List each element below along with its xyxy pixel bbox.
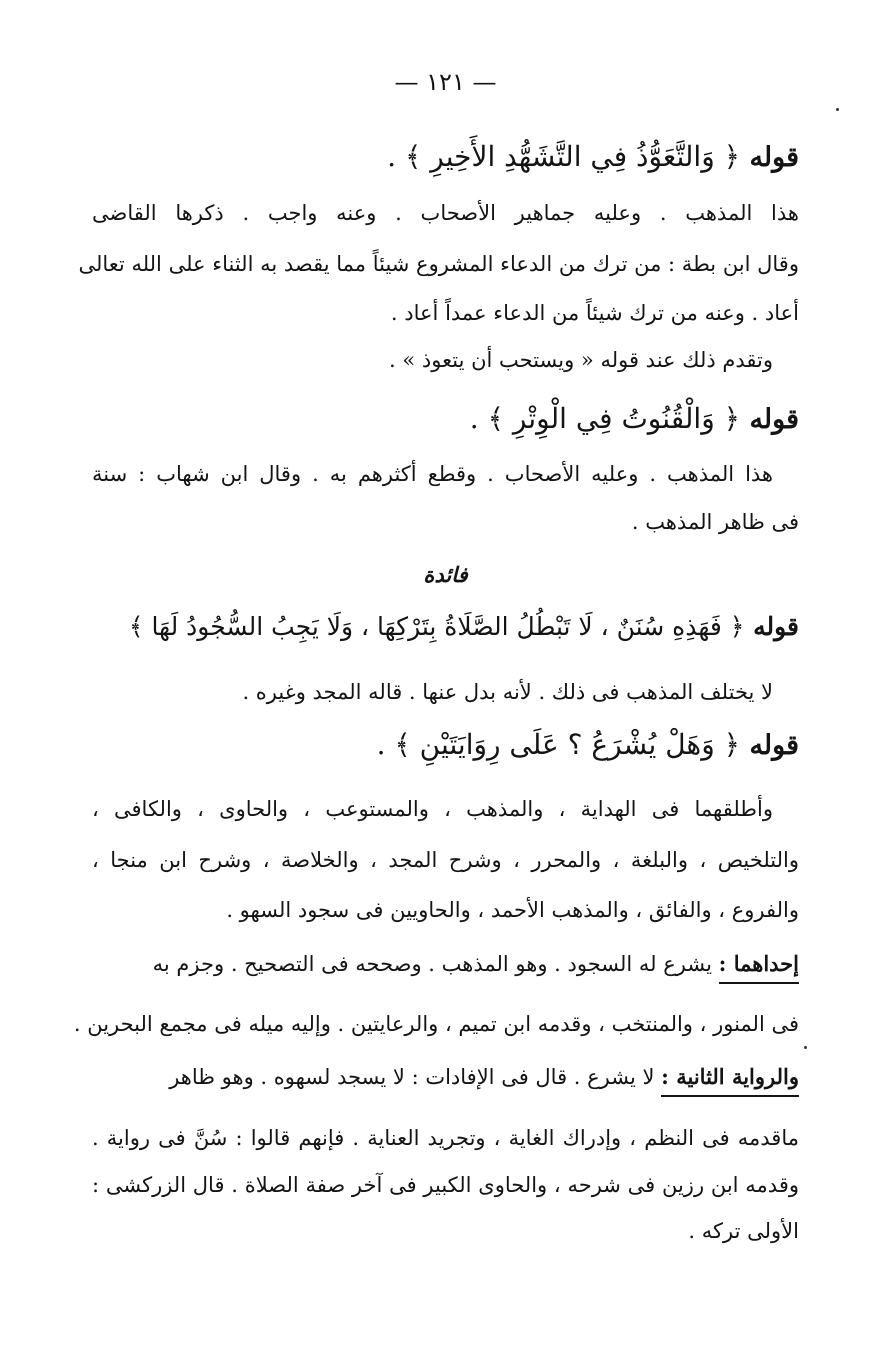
narration-text: لا يشرع . قال فى الإفادات : لا يسجد لسهوه . وهو ظاهر (169, 1065, 655, 1089)
heading-label: قوله (749, 404, 799, 435)
text-line: وأطلقهما فى الهداية ، والمذهب ، والمستوعب ، والحاوى ، والكافى ، (92, 797, 773, 821)
heading-label: قوله (753, 612, 799, 641)
text-line: وتقدم ذلك عند قوله « ويستحب أن يتعوذ » . (389, 348, 773, 372)
heading-hal (92, 728, 799, 761)
heading-tashahhud (92, 140, 799, 173)
text-line: أعاد . وعنه من ترك شيئاً من الدعاء عمداً أعاد . (390, 301, 799, 325)
text-line: والفروع ، والفائق ، والمذهب الأحمد ، والحاويين فى سجود السهو . (226, 898, 799, 922)
heading-label: قوله (749, 142, 799, 173)
text-line: لا يختلف المذهب فى ذلك . لأنه بدل عنها . قاله المجد وغيره . (242, 680, 773, 704)
narration-first (92, 951, 799, 976)
heading-label: قوله (749, 730, 799, 761)
text-line: فى المنور ، والمنتخب ، وقدمه ابن تميم ، والرعايتين . وإليه ميله فى مجمع البحرين . (73, 1012, 799, 1036)
heading-quote: ﴿ وَهَلْ يُشْرَعُ ؟ عَلَى رِوَايَتَيْنِ ﴾ . (376, 728, 741, 761)
text-line: وقدمه ابن رزين فى شرحه ، والحاوى الكبير فى آخر صفة الصلاة . قال الزركشى : (92, 1173, 799, 1197)
text-line: ماقدمه فى النظم ، وإدراك الغاية ، وتجريد العناية . فإنهم قالوا : سُنَّ فى رواية . (92, 1126, 799, 1150)
heading-quote: ﴿ وَالْقُنُوتُ فِي الْوِتْرِ ﴾ . (469, 402, 741, 435)
narration-label: والرواية الثانية : (661, 1064, 799, 1097)
narration-text: يشرع له السجود . وهو المذهب . وصححه فى التصحيح . وجزم به (152, 952, 712, 976)
text-line: هذا المذهب . وعليه الأصحاب . وقطع أكثرهم به . وقال ابن شهاب : سنة (92, 462, 773, 486)
section-subtitle: فائدة (423, 562, 468, 587)
text-line: الأولى تركه . (688, 1219, 799, 1243)
text-line: هذا المذهب . وعليه جماهير الأصحاب . وعنه واجب . ذكرها القاضى (92, 201, 799, 225)
heading-quote: ﴿ فَهَذِهِ سُنَنٌ ، لَا تَبْطُلُ الصَّلَاةُ بِتَرْكِهَا ، وَلَا يَجِبُ السُّجُودُ لَهَا ﴾ (128, 612, 745, 641)
heading-sunan (92, 612, 799, 641)
text-line: والتلخيص ، والبلغة ، والمحرر ، وشرح المجد ، والخلاصة ، وشرح ابن منجا ، (92, 848, 799, 872)
scan-speck (804, 1046, 807, 1049)
text-line: وقال ابن بطة : من ترك من الدعاء المشروع شيئاً مما يقصد به الثناء على الله تعالى (78, 252, 799, 276)
scan-speck (836, 108, 839, 111)
text-line: فى ظاهر المذهب . (631, 510, 799, 534)
page-number: — ١٢١ — (394, 68, 497, 96)
heading-qunut (92, 402, 799, 435)
heading-quote: ﴿ وَالتَّعَوُّذُ فِي التَّشَهُّدِ الأَخِيرِ ﴾ . (387, 140, 741, 173)
narration-second (92, 1064, 799, 1089)
narration-label: إحداهما : (719, 951, 799, 984)
